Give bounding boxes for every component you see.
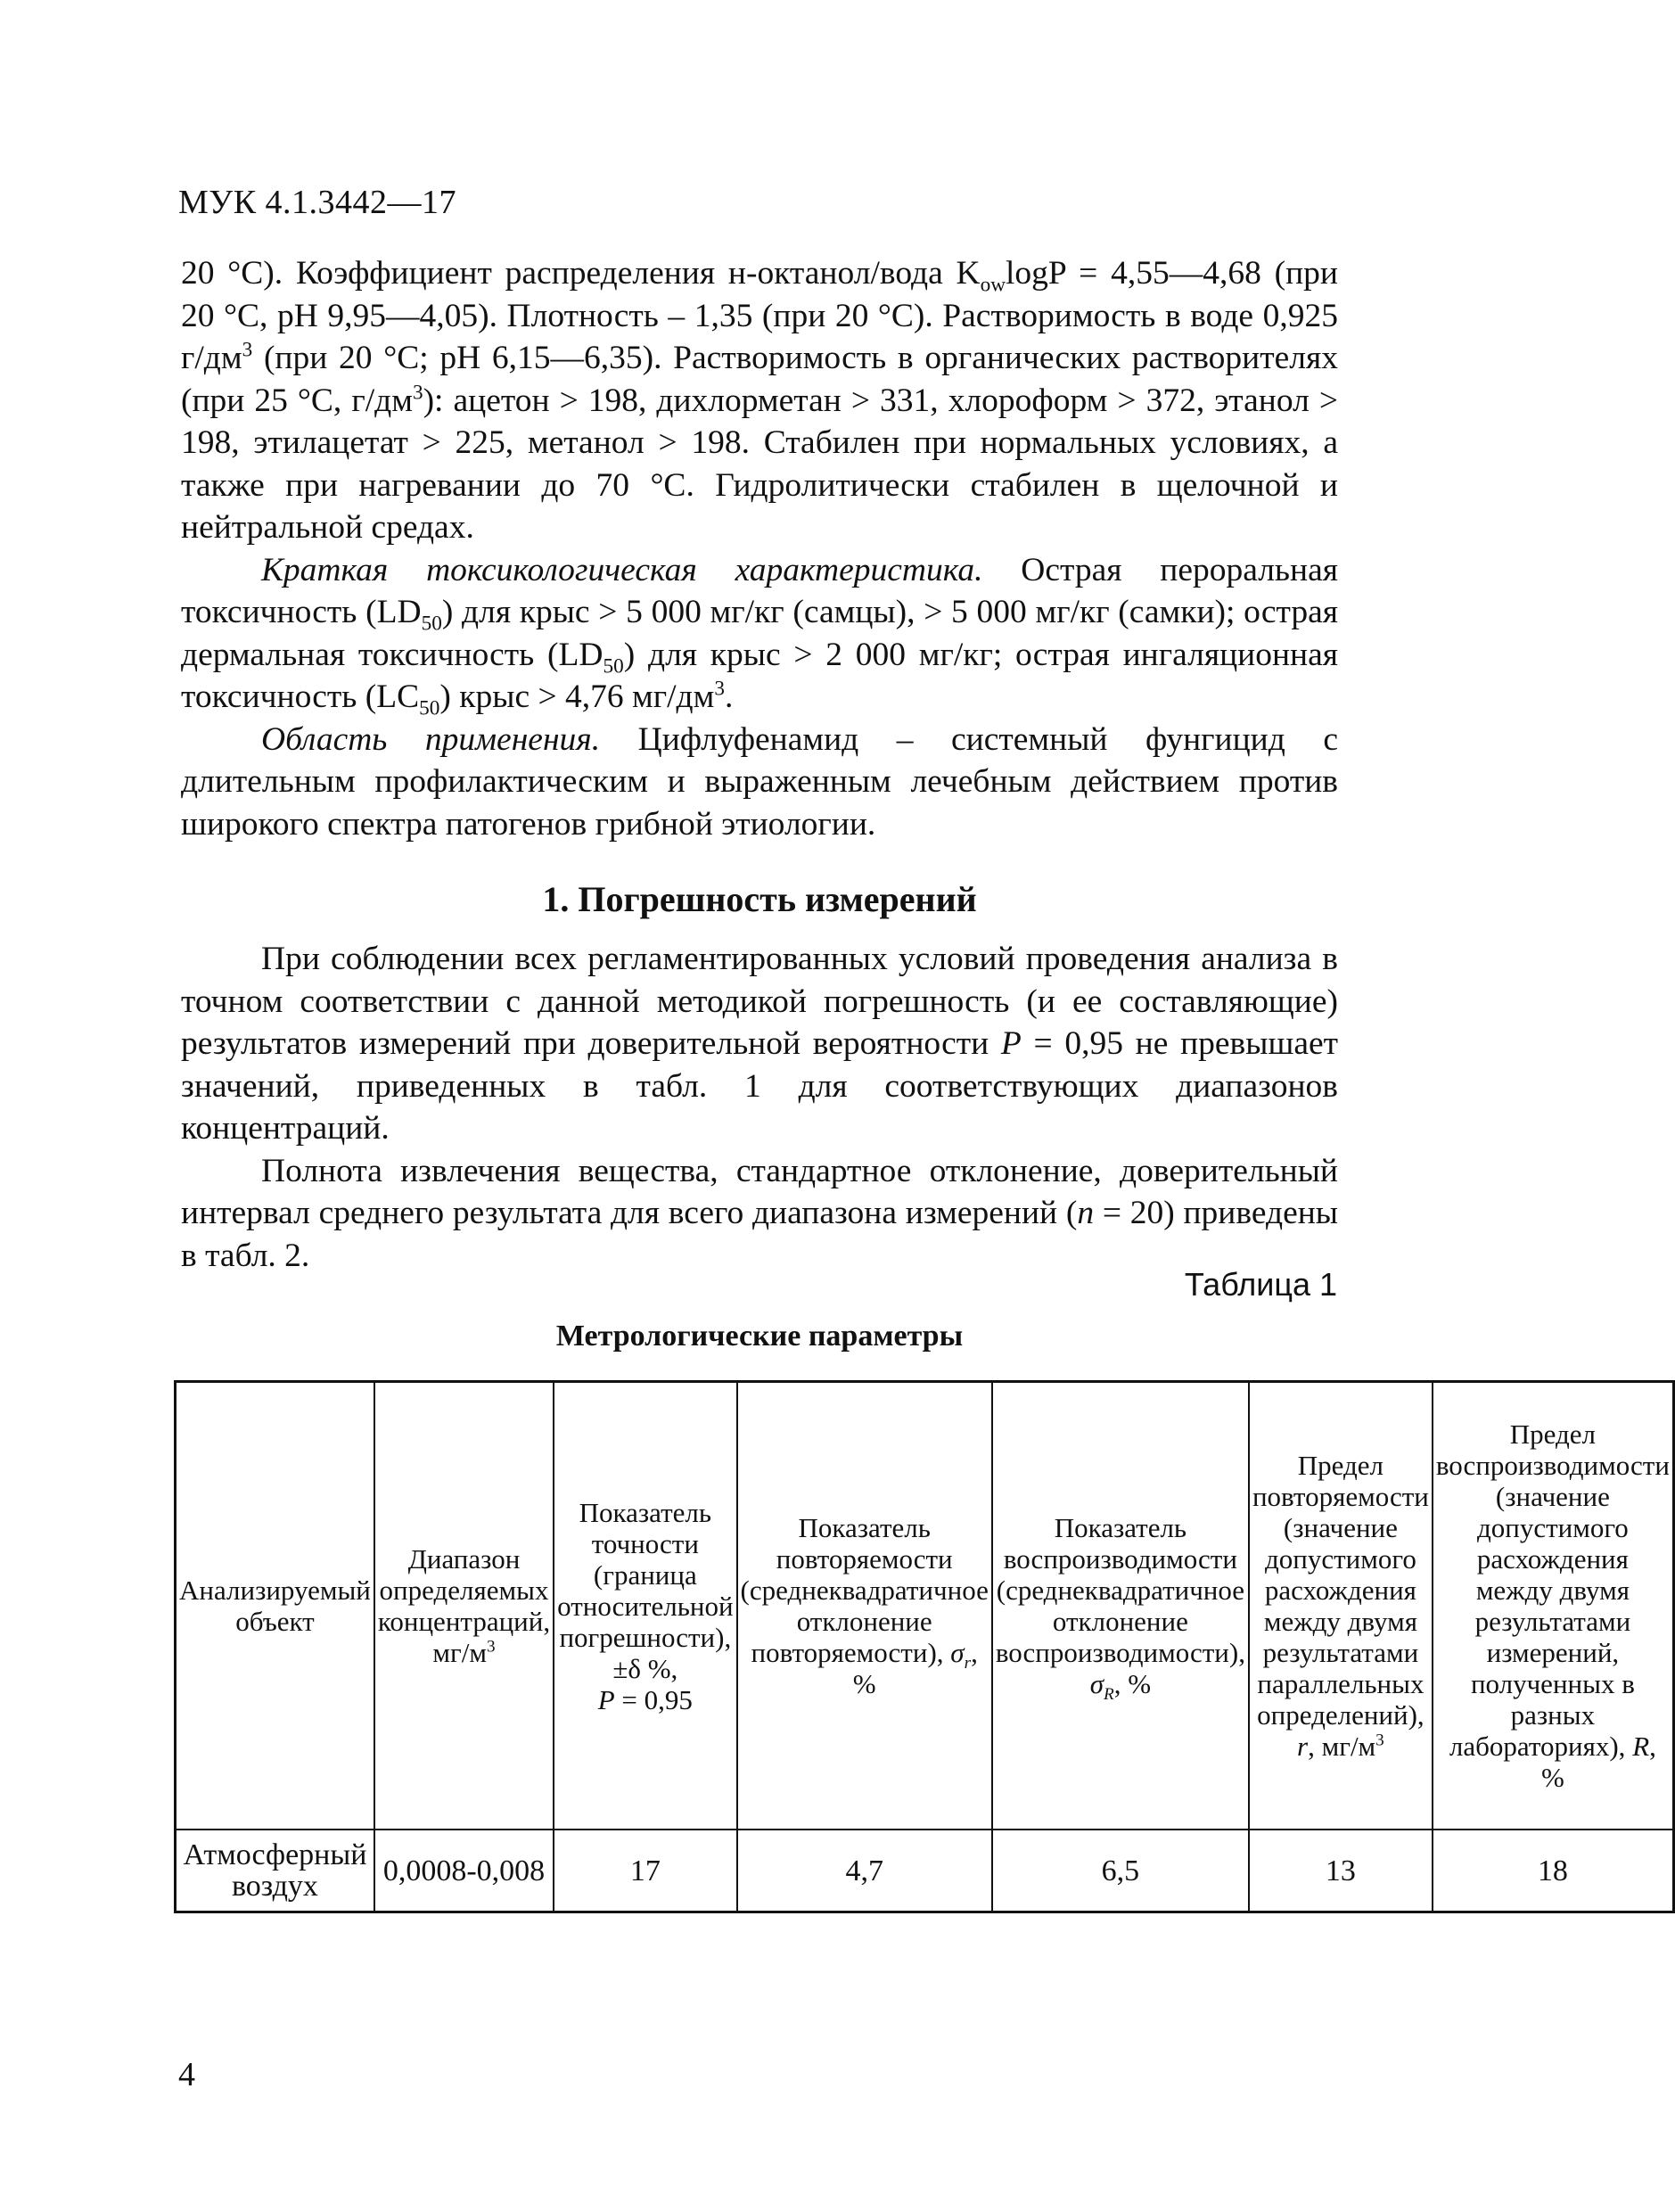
cell-object: Атмосферный воздух (176, 1830, 374, 1912)
table-header-row (176, 1382, 1674, 1830)
cell-repeatability-limit: 13 (1249, 1830, 1433, 1912)
toxicology-paragraph: Краткая токсикологическая характеристика. Острая пероральная токсичность $(LD_{50})$ для крыс > 5 000 мг/кг (самцы), > 5 000 мг/кг (самки); острая дермальная токсичность $(LD_{50})$ для крыс > 2 000 мг/кг; острая ингаляционная токсичность $(LC_{50})$ крыс > 4,76 $мг/дм^3$. (181, 551, 1338, 720)
document-code: МУК 4.1.3442—17 (178, 184, 457, 221)
table-label: Таблица 1 (1184, 1266, 1337, 1303)
table-row (176, 1830, 1674, 1912)
error-paragraph: При соблюдении всех регламентированных условий проведения анализа в точном соответствии с данной методикой погрешность (и ее составляющие) результатов измерений при доверительной вероятности P = 0,95 не превышает значений, приведенных в табл. 1 для соответствующих диапазонов концентраций. (181, 941, 1338, 1147)
cell-repeatability: 4,7 (737, 1830, 992, 1912)
header-reproducibility: Показатель воспроизводимости (среднеквадратичное отклонение воспроизводимости), $\sigma_R$, % (992, 1382, 1249, 1830)
cell-range: 0,0008-0,008 (374, 1830, 554, 1912)
header-repeatability: Показатель повторяемости (среднеквадратичное отклонение повторяемости), $\sigma_r$, % (737, 1382, 992, 1830)
properties-paragraph: 20 °С). Коэффициент распределения н-октанол/вода $K_{ow}\log P$ = 4,55—4,68 (при 20 °С, pH 9,95—4,05). Плотность – 1,35 (при 20 °С). Растворимость в воде 0,925 $г/дм^3$ (при 20 °С; pH 6,15—6,35). Растворимость в органических растворителях (при 25 °С, $г/дм^3$): ацетон > 198, дихлорметан > 331, хлороформ > 372, этанол > 198, этилацетат > 225, метанол > 198. Стабилен при нормальных условиях, а также при нагревании до 70 °С. Гидролитически стабилен в щелочной и нейтральной средах. (181, 255, 1339, 546)
metrological-parameters-table (174, 1380, 1675, 1913)
page-number: 4 (178, 2056, 195, 2093)
recovery-paragraph: Полнота извлечения вещества, стандартное отклонение, доверительный интервал среднего результата для всего диапазона измерений (n = 20) приведены в табл. 2. (181, 1152, 1338, 1274)
application-paragraph: Область применения. Цифлуфенамид – системный фунгицид с длительным профилактическим и выраженным лечебным действием против широкого спектра патогенов грибной этиологии. (181, 720, 1339, 843)
cell-reproducibility: 6,5 (992, 1830, 1249, 1912)
section-body (181, 938, 1338, 1277)
table-title: Метрологические параметры (555, 1320, 964, 1353)
header-repeatability-limit: Предел повторяемости (значение допустимого расхождения между двумя результатами параллельных определений), r, $мг/м^3$ (1249, 1382, 1433, 1830)
section-title: 1. Погрешность измерений (542, 879, 977, 919)
cell-reproducibility-limit: 18 (1433, 1830, 1674, 1912)
header-object: Анализируемый объект (176, 1382, 374, 1830)
cell-accuracy: 17 (554, 1830, 736, 1912)
substance-description (181, 252, 1338, 845)
header-accuracy: Показатель точности (граница относительной погрешности), ±δ %, P = 0,95 (554, 1382, 736, 1830)
header-range: Диапазон определяемых концентраций, $мг/м^3$ (374, 1382, 554, 1830)
header-reproducibility-limit: Предел воспроизводимости (значение допустимого расхождения между двумя результатами измерений, полученных в разных лабораториях), R, % (1433, 1382, 1674, 1830)
